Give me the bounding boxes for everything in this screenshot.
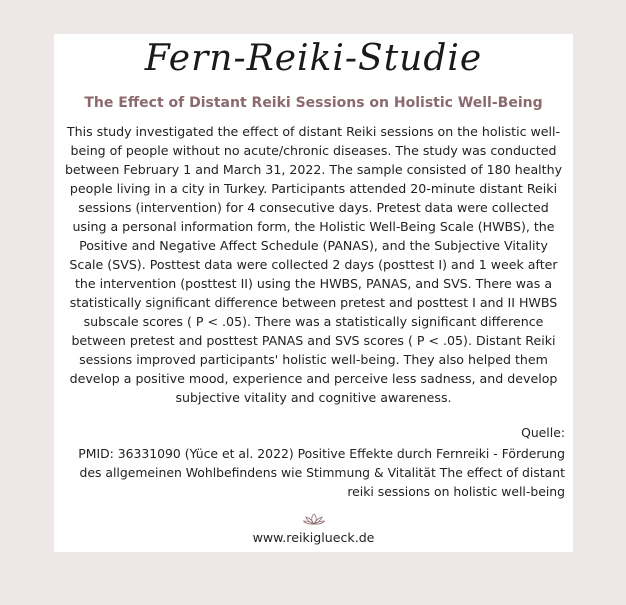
article-title: The Effect of Distant Reiki Sessions on Holistic Well-Being <box>84 95 543 111</box>
abstract-text: This study investigated the effect of distant Reiki sessions on the holistic well-being of people without no acute/chronic diseases. The study was conducted between February 1 and March 31, 2022. The sample consisted of 180 healthy people living in a city in Turkey. Participants attended 20-minute distant Reiki sessions (intervention) for 4 consecutive days. Pretest data were collected using a personal information form, the Holistic Well-Being Scale (HWBS), the Positive and Negative Affect Schedule (PANAS), and the Subjective Vitality Scale (SVS). Posttest data were collected 2 days (posttest I) and 1 week after the intervention (posttest II) using the HWBS, PANAS, and SVS. There was a statistically significant difference between pretest and posttest I and II HWBS subscale scores ( P < .05). There was a statistically significant difference between pretest and posttest PANAS and SVS scores ( P < .05). Distant Reiki sessions improved participants' holistic well-being. They also helped them develop a positive mood, experience and perceive less sadness, and develop subjective vitality and cognitive awareness. <box>64 124 563 405</box>
source-label: Quelle: <box>521 425 565 440</box>
website-link[interactable]: www.reikiglueck.de <box>252 530 375 545</box>
content-card <box>54 34 573 552</box>
source-citation: PMID: 36331090 (Yüce et al. 2022) Positive Effekte durch Fernreiki - Förderung des allgemeinen Wohlbefindens wie Stimmung & Vitalität The effect of distant reiki sessions on holistic well-being <box>78 446 565 499</box>
script-title: Fern-Reiki-Studie <box>144 38 483 79</box>
lotus-icon <box>303 513 325 525</box>
